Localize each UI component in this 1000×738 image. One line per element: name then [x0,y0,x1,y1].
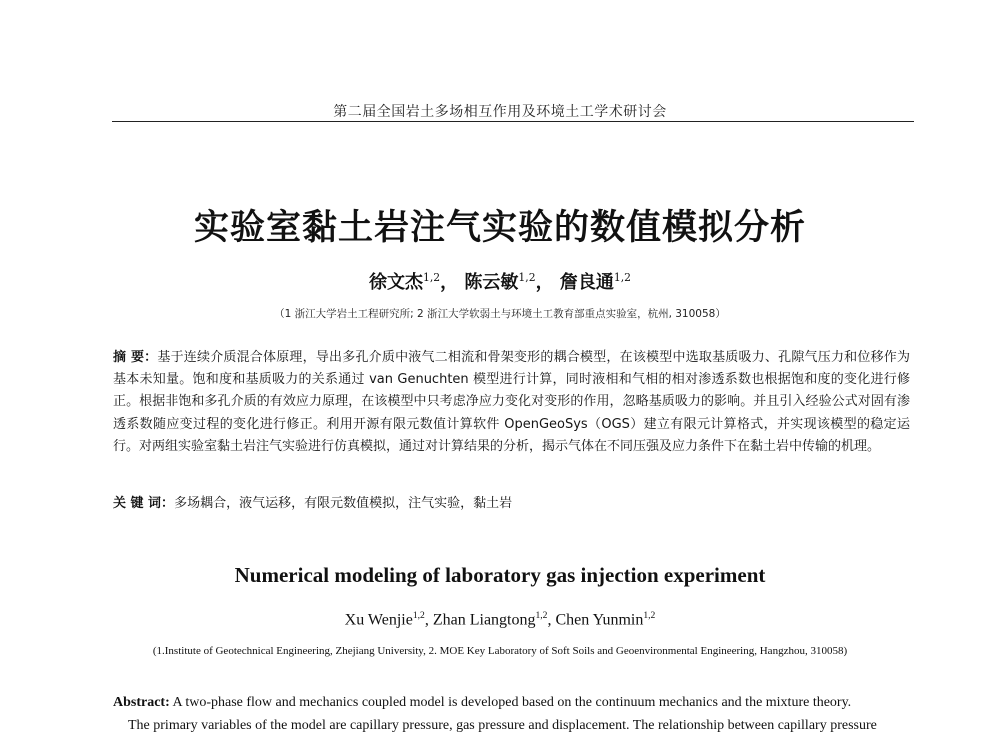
conference-header: 第二届全国岩土多场相互作用及环境土工学术研讨会 [333,104,667,120]
author-affiliation-mark: 1,2 [535,610,548,621]
abstract-cn [113,347,910,458]
author-affiliation-mark: 1,2 [412,610,425,621]
keywords-label-cn: 关 键 词： [113,496,175,511]
header-rule [112,121,914,122]
author-name: 陈云敏 [464,272,519,293]
author-affiliation-mark: 1,2 [643,610,656,621]
author-name: Chen Yunmin [555,611,644,629]
abstract-label-en: Abstract: [113,695,170,710]
abstract-label-cn: 摘 要： [113,350,158,365]
abstract-text-cn: 基于连续介质混合体原理，导出多孔介质中液气二相流和骨架变形的耦合模型，在该模型中选取基质吸力、孔隙气压力和位移作为基本未知量。饱和度和基质吸力的关系通过 van Genuchten 模型进行计算，同时液相和气相的相对渗透系数也根据饱和度的变化进行修正。根据非饱和多孔介质的有效应力原理，在该模型中只考虑净应力变化对变形的作用，忽略基质吸力的影响。并且引入经验公式对固有渗透系数随应变过程的变化进行修正。利用开源有限元数值计算软件 OpenGeoSys（OGS）建立有限元计算格式，并实现该模型的稳定运行。对两组实验室黏土岩注气实验进行仿真模拟，通过对计算结果的分析，揭示气体在不同压强及应力条件下在黏土岩中传输的机理。 [113,350,910,454]
author-name: 徐文杰 [368,272,423,293]
keywords-cn [113,493,910,515]
author-separator: , [424,611,433,629]
author-affiliation-mark: 1,2 [518,271,536,284]
author-separator: , [547,611,556,629]
author-affiliation-mark: 1,2 [422,271,441,284]
author-list-cn [0,268,1000,294]
author-name: 詹良通 [559,272,614,293]
abstract-text-en-line2: The primary variables of the model are capillary pressure, gas pressure and displacement. The relationship between capillary pressure [128,718,877,733]
keywords-text-cn: 多场耦合，液气运移，有限元数值模拟，注气实验，黏土岩 [174,496,513,511]
paper-title-en: Numerical modeling of laboratory gas injection experiment [234,563,766,587]
author-affiliation-mark: 1,2 [613,271,632,284]
affiliation-en: (1.Institute of Geotechnical Engineering, Zhejiang University, 2. MOE Key Laboratory of Soft Soils and Geoenvironmental Engineering, Hangzhou, 310058) [152,645,848,657]
affiliation-cn: （1 浙江大学岩土工程研究所; 2 浙江大学软弱土与环境土工教育部重点实验室，杭州, 310058） [274,308,726,320]
author-separator: ， [440,272,459,293]
abstract-text-en-line1: A two-phase flow and mechanics coupled model is developed based on the continuum mechanics and the mixture theory. [172,695,852,710]
paper-title-cn: 实验室黏土岩注气实验的数值模拟分析 [193,208,806,248]
author-name: Zhan Liangtong [432,611,536,629]
abstract-en [113,691,913,737]
author-name: Xu Wenjie [344,611,413,629]
author-separator: ， [535,272,554,293]
author-list-en [0,610,1000,629]
